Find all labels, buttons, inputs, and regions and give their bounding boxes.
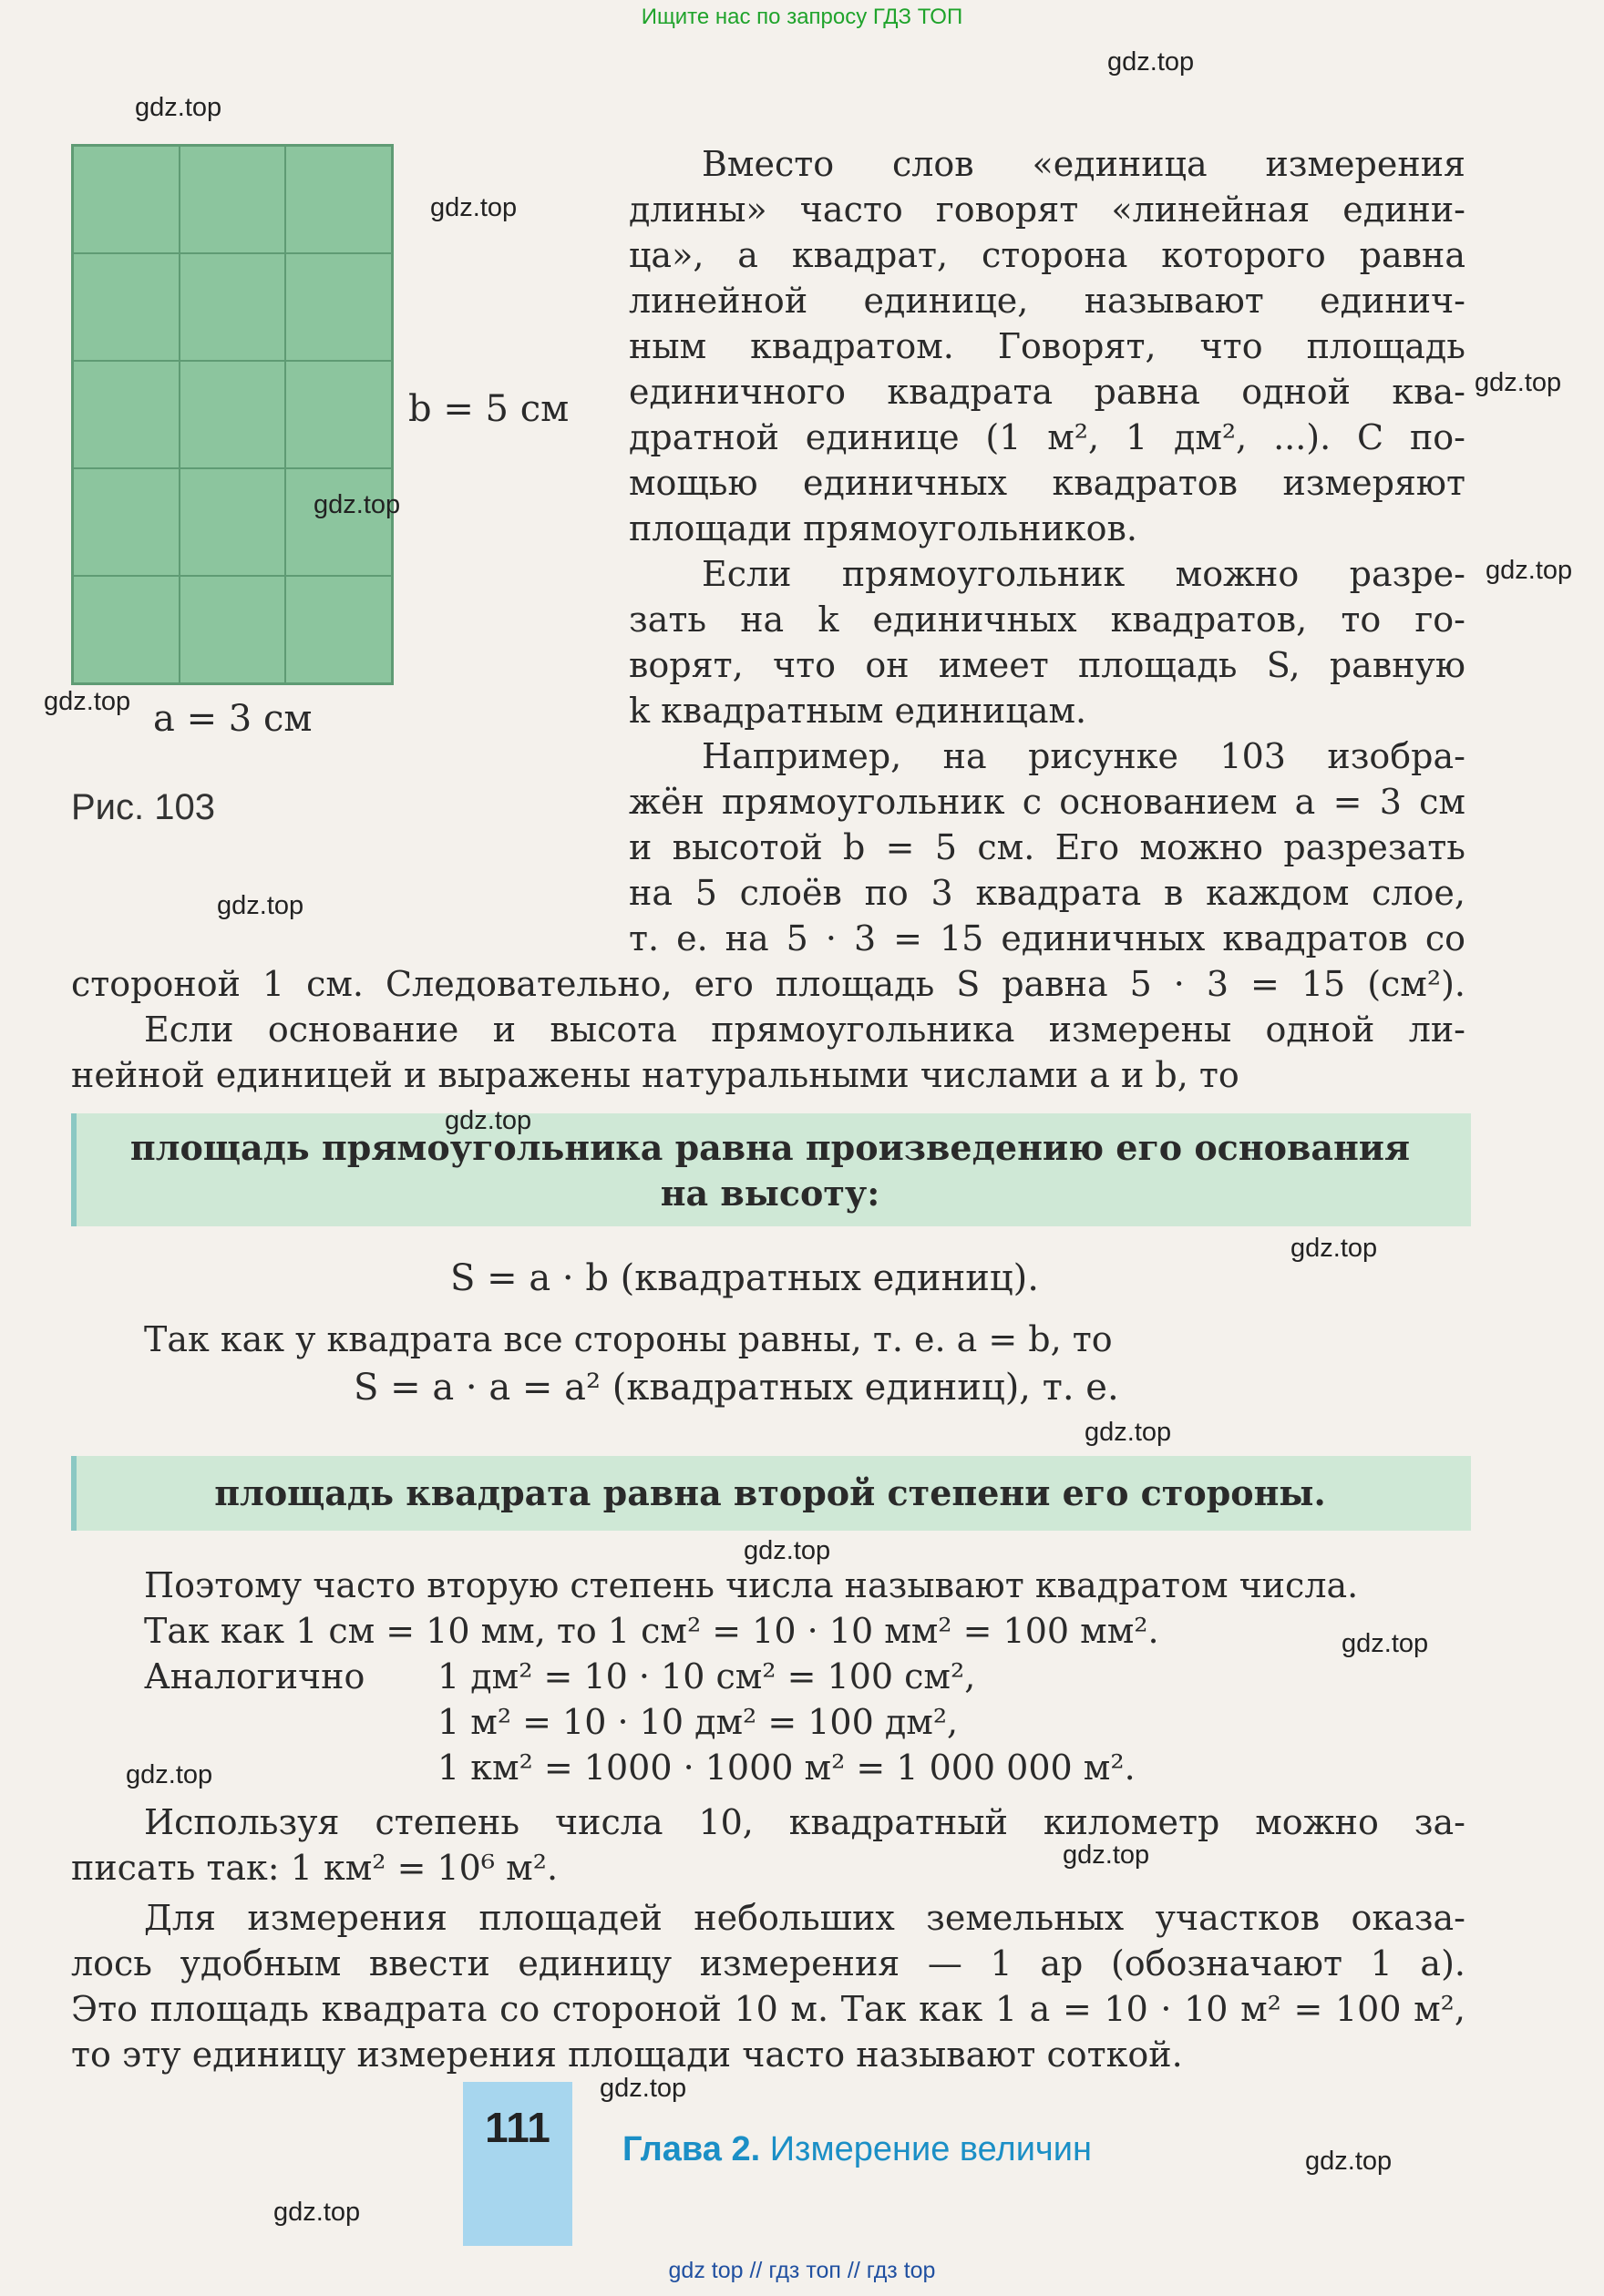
text-line: ным квадратом. Говорят, что площадь xyxy=(629,326,1465,366)
text-line: k квадратным единицам. xyxy=(629,691,1087,731)
text-line: дратной единице (1 м², 1 дм², ...). С по- xyxy=(629,417,1465,457)
watermark: gdz.top xyxy=(1486,556,1573,585)
text-line: единичного квадрата равна одной ква- xyxy=(629,372,1465,412)
figure-caption: Рис. 103 xyxy=(71,787,215,827)
text-line: т. е. на 5 · 3 = 15 единичных квадратов со xyxy=(629,918,1465,958)
rectangle-figure xyxy=(71,144,394,685)
text-line: Это площадь квадрата со стороной 10 м. Так как 1 а = 10 · 10 м² = 100 м², xyxy=(71,1989,1465,2029)
analog-label: Аналогично xyxy=(144,1656,365,1696)
text-line: Используя степень числа 10, квадратный километр можно за- xyxy=(144,1802,1465,1842)
paragraph-square: Так как у квадрата все стороны равны, т. е. a = b, то xyxy=(144,1319,1113,1359)
text-line: лось удобным ввести единицу измерения — 1 ар (обозначают 1 а). xyxy=(71,1943,1465,1983)
figure-b-label: b = 5 см xyxy=(408,388,570,430)
rule-text: площадь квадрата равна второй степени его стороны. xyxy=(214,1472,1326,1513)
watermark: gdz.top xyxy=(217,891,304,920)
text-line: ворят, что он имеет площадь S, равную xyxy=(629,645,1465,685)
figure-a-label: a = 3 см xyxy=(153,698,313,740)
text-line: зать на k единичных квадратов, то го- xyxy=(629,600,1465,640)
bottom-banner[interactable]: gdz top // гдз топ // гдз top xyxy=(668,2258,936,2283)
text-line: на 5 слоёв по 3 квадрата в каждом слое, xyxy=(629,873,1465,913)
text-line: площади прямоугольников. xyxy=(629,508,1137,548)
formula-rectangle-area: S = a · b (квадратных единиц). xyxy=(450,1257,1039,1299)
top-banner[interactable]: Ищите нас по запросу ГДЗ ТОП xyxy=(641,5,963,29)
analog-line: 1 км² = 1000 · 1000 м² = 1 000 000 м². xyxy=(437,1748,1136,1788)
text-line: линейной единице, называют единич- xyxy=(629,281,1465,321)
text-line: то эту единицу измерения площади часто называют соткой. xyxy=(71,2035,1183,2075)
watermark: gdz.top xyxy=(445,1106,532,1135)
watermark: gdz.top xyxy=(44,687,131,716)
watermark: gdz.top xyxy=(1107,47,1195,77)
watermark: gdz.top xyxy=(430,193,518,222)
chapter-heading xyxy=(622,2130,1092,2169)
text-line: Если прямоугольник можно разре- xyxy=(702,554,1465,594)
text-line: стороной 1 см. Следовательно, его площадь S равна 5 · 3 = 15 (см²). xyxy=(71,964,1465,1004)
watermark: gdz.top xyxy=(273,2198,361,2227)
text-line: мощью единичных квадратов измеряют xyxy=(629,463,1465,503)
text-line: ца», а квадрат, сторона которого равна xyxy=(629,235,1465,275)
watermark: gdz.top xyxy=(1342,1629,1429,1658)
watermark: gdz.top xyxy=(1085,1418,1172,1447)
watermark: gdz.top xyxy=(1290,1234,1378,1263)
chapter-label: Глава 2. xyxy=(622,2130,761,2168)
paragraph-square-number: Поэтому часто вторую степень числа называют квадратом числа. xyxy=(144,1565,1359,1605)
rule-text: площадь прямоугольника равна произведению его основания xyxy=(129,1127,1411,1168)
text-line: Если основание и высота прямоугольника измерены одной ли- xyxy=(144,1010,1465,1050)
watermark: gdz.top xyxy=(135,93,222,122)
text-line: длины» часто говорят «линейная едини- xyxy=(629,190,1465,230)
text-line: Вместо слов «единица измерения xyxy=(702,144,1465,184)
watermark: gdz.top xyxy=(126,1760,213,1789)
text-line: Для измерения площадей небольших земельных участков оказа- xyxy=(144,1898,1465,1938)
analog-line: 1 м² = 10 · 10 дм² = 100 дм², xyxy=(437,1702,959,1742)
watermark: gdz.top xyxy=(1063,1840,1150,1870)
watermark: gdz.top xyxy=(314,490,401,519)
analog-line: 1 дм² = 10 · 10 см² = 100 см², xyxy=(437,1656,976,1696)
text-line: писать так: 1 км² = 10⁶ м². xyxy=(71,1848,559,1888)
formula-square-area: S = a · a = a² (квадратных единиц), т. е. xyxy=(354,1367,1119,1409)
text-line: нейной единицей и выражены натуральными числами a и b, то xyxy=(71,1055,1239,1095)
watermark: gdz.top xyxy=(600,2074,687,2103)
chapter-title: Измерение величин xyxy=(769,2130,1092,2168)
page-number: 111 xyxy=(463,2082,572,2246)
rule-text: на высоту: xyxy=(660,1173,880,1214)
text-line: и высотой b = 5 см. Его можно разрезать xyxy=(629,827,1465,867)
watermark: gdz.top xyxy=(744,1536,831,1565)
watermark: gdz.top xyxy=(1475,368,1562,397)
text-line: Например, на рисунке 103 изобра- xyxy=(702,736,1465,776)
text-line: жён прямоугольник с основанием a = 3 см xyxy=(629,782,1465,822)
watermark: gdz.top xyxy=(1305,2147,1393,2176)
paragraph-cm-mm: Так как 1 см = 10 мм, то 1 см² = 10 · 10 мм² = 100 мм². xyxy=(144,1611,1159,1651)
